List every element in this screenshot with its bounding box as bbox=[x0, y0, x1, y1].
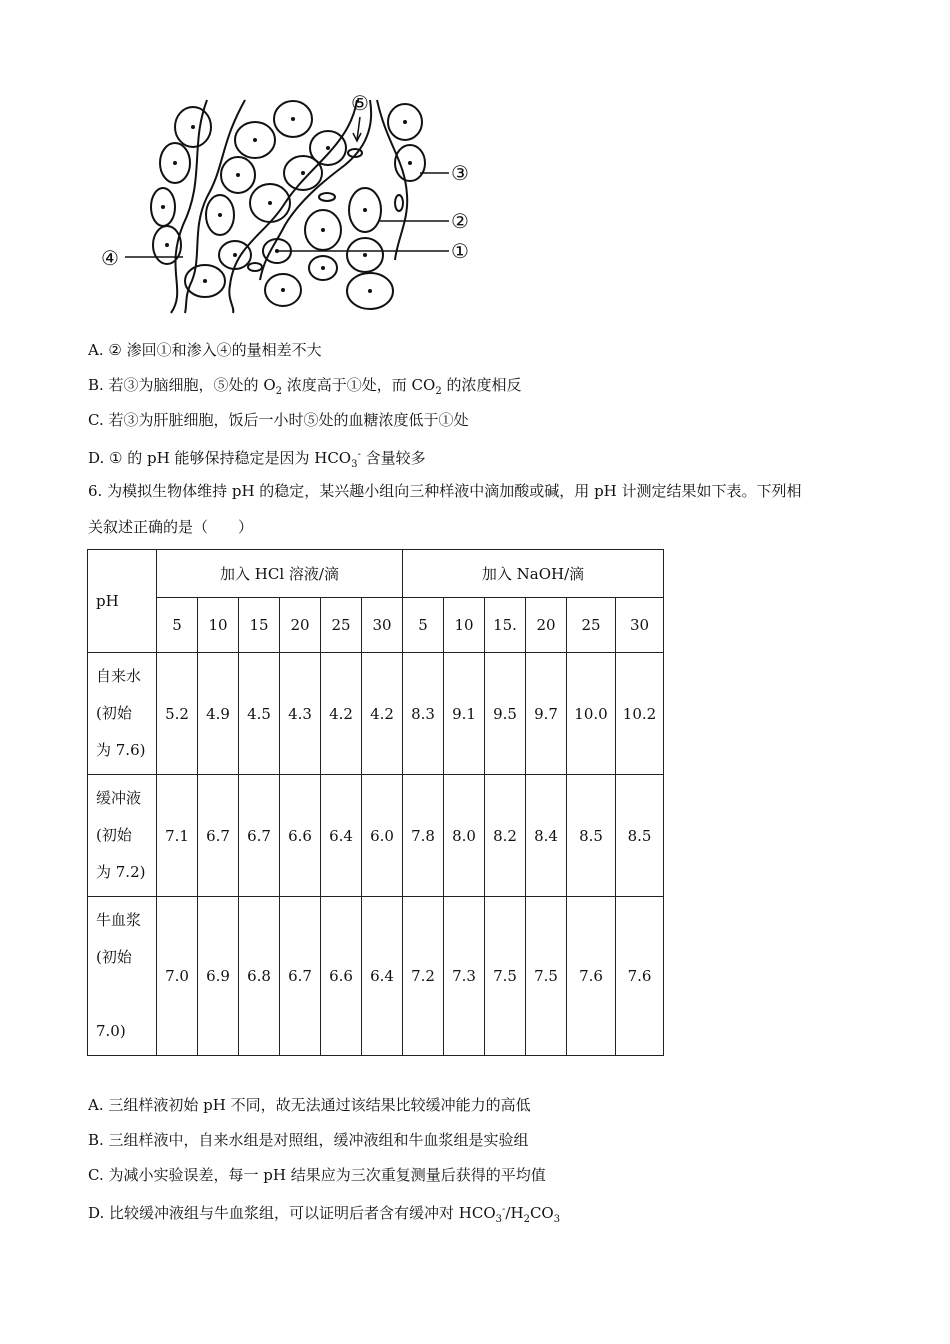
table-cell: 8.5 bbox=[616, 775, 664, 897]
row-label-buffer bbox=[88, 775, 157, 897]
row-label-line: 为 7.6) bbox=[96, 741, 146, 759]
naoh-col: 10 bbox=[444, 598, 485, 653]
q5-option-d-sub: 3 bbox=[351, 459, 358, 470]
row-label-line: 7.0) bbox=[96, 1022, 126, 1040]
table-cell: 6.7 bbox=[280, 897, 321, 1056]
table-cell: 6.0 bbox=[362, 775, 403, 897]
table-cell: 7.5 bbox=[526, 897, 567, 1056]
label-3: ③ bbox=[451, 161, 469, 185]
q5-option-c: C. 若③为肝脏细胞，饭后一小时⑤处的血糖浓度低于①处 bbox=[88, 411, 469, 429]
table-cell: 8.0 bbox=[444, 775, 485, 897]
q6-option-d-sup1: - bbox=[502, 1204, 506, 1215]
q6-option-b: B. 三组样液中，自来水组是对照组，缓冲液组和牛血浆组是实验组 bbox=[88, 1131, 529, 1149]
row-label-line: 自来水 bbox=[96, 667, 142, 685]
row-label-tap-water bbox=[88, 653, 157, 775]
q6-option-d-part3: CO bbox=[529, 1204, 554, 1222]
naoh-col: 25 bbox=[567, 598, 616, 653]
table-row bbox=[88, 653, 664, 775]
naoh-col: 15. bbox=[485, 598, 526, 653]
table-cell: 7.8 bbox=[403, 775, 444, 897]
ph-table bbox=[87, 549, 664, 1056]
table-cell: 7.2 bbox=[403, 897, 444, 1056]
hcl-col: 10 bbox=[198, 598, 239, 653]
header-naoh: 加入 NaOH/滴 bbox=[403, 550, 664, 598]
row-label-line: (初始 bbox=[96, 948, 132, 966]
table-cell: 4.5 bbox=[239, 653, 280, 775]
table-cell: 10.2 bbox=[616, 653, 664, 775]
hcl-col: 25 bbox=[321, 598, 362, 653]
q5-option-a: A. ② 渗回①和渗入④的量相差不大 bbox=[88, 341, 322, 359]
table-cell: 7.3 bbox=[444, 897, 485, 1056]
table-cell: 7.6 bbox=[616, 897, 664, 1056]
q5-option-b-sub2: 2 bbox=[435, 386, 442, 397]
q5-option-d-part2: 含量较多 bbox=[360, 449, 426, 467]
naoh-col: 5 bbox=[403, 598, 444, 653]
q6-stem-line2: 关叙述正确的是（ ） bbox=[88, 518, 254, 536]
hcl-col: 20 bbox=[280, 598, 321, 653]
label-4: ④ bbox=[101, 246, 119, 270]
table-cell: 6.7 bbox=[239, 775, 280, 897]
table-cell: 10.0 bbox=[567, 653, 616, 775]
row-label-line: 牛血浆 bbox=[96, 911, 142, 929]
q5-option-b bbox=[88, 375, 521, 402]
table-cell: 6.6 bbox=[321, 897, 362, 1056]
table-row bbox=[88, 897, 664, 1056]
naoh-col: 20 bbox=[526, 598, 567, 653]
q5-option-b-part1: B. 若③为脑细胞，⑤处的 O bbox=[88, 376, 276, 394]
row-label-line: (初始 bbox=[96, 704, 132, 722]
table-row bbox=[88, 775, 664, 897]
row-label-bovine-plasma bbox=[88, 897, 157, 1056]
q5-option-b-part3: 的浓度相反 bbox=[441, 376, 522, 394]
q6-option-c: C. 为减小实验误差，每一 pH 结果应为三次重复测量后获得的平均值 bbox=[88, 1166, 546, 1184]
table-cell: 9.7 bbox=[526, 653, 567, 775]
table-corner: pH bbox=[88, 550, 157, 653]
q6-option-a: A. 三组样液初始 pH 不同，故无法通过该结果比较缓冲能力的高低 bbox=[88, 1096, 531, 1114]
table-cell: 7.0 bbox=[157, 897, 198, 1056]
tissue-diagram bbox=[95, 85, 495, 315]
table-cell: 5.2 bbox=[157, 653, 198, 775]
table-cell: 6.8 bbox=[239, 897, 280, 1056]
q5-option-d-sup: - bbox=[357, 449, 361, 460]
hcl-col: 5 bbox=[157, 598, 198, 653]
q5-option-b-sub1: 2 bbox=[275, 386, 283, 397]
table-cell: 6.7 bbox=[198, 775, 239, 897]
table-cell: 6.4 bbox=[362, 897, 403, 1056]
q6-option-d-sub3: 3 bbox=[553, 1214, 561, 1225]
q6-option-d-sub2: 2 bbox=[523, 1214, 530, 1225]
row-label-line: 缓冲液 bbox=[96, 789, 142, 807]
label-2: ② bbox=[451, 209, 469, 233]
table-cell: 8.5 bbox=[567, 775, 616, 897]
hcl-col: 15 bbox=[239, 598, 280, 653]
q6-option-d bbox=[88, 1200, 560, 1230]
table-cell: 7.6 bbox=[567, 897, 616, 1056]
table-cell: 6.6 bbox=[280, 775, 321, 897]
table-cell: 6.9 bbox=[198, 897, 239, 1056]
table-cell: 8.2 bbox=[485, 775, 526, 897]
label-1: ① bbox=[451, 239, 469, 263]
naoh-col: 30 bbox=[616, 598, 664, 653]
table-cell: 4.9 bbox=[198, 653, 239, 775]
hcl-col: 30 bbox=[362, 598, 403, 653]
q6-stem-line1: 6. 为模拟生物体维持 pH 的稳定，某兴趣小组向三种样液中滴加酸或碱，用 pH 计测定结果如下表。下列相 bbox=[88, 482, 802, 500]
q5-option-d-part1: D. ① 的 pH 能够保持稳定是因为 HCO bbox=[88, 449, 352, 467]
table-cell: 7.1 bbox=[157, 775, 198, 897]
row-label-line: (初始 bbox=[96, 826, 132, 844]
table-cell: 4.3 bbox=[280, 653, 321, 775]
q6-option-d-part1: D. 比较缓冲液组与牛血浆组，可以证明后者含有缓冲对 HCO bbox=[88, 1204, 496, 1222]
table-cell: 8.3 bbox=[403, 653, 444, 775]
q5-option-d bbox=[88, 445, 426, 475]
q6-option-d-sub1: 3 bbox=[495, 1214, 503, 1225]
table-cell: 7.5 bbox=[485, 897, 526, 1056]
label-5: ⑤ bbox=[351, 91, 369, 115]
table-cell: 4.2 bbox=[362, 653, 403, 775]
table-cell: 9.1 bbox=[444, 653, 485, 775]
q5-option-b-part2: 浓度高于①处，而 CO bbox=[282, 376, 436, 394]
table-cell: 9.5 bbox=[485, 653, 526, 775]
header-hcl: 加入 HCl 溶液/滴 bbox=[157, 550, 403, 598]
row-label-line: 为 7.2) bbox=[96, 863, 146, 881]
table-cell: 6.4 bbox=[321, 775, 362, 897]
q6-option-d-part2: /H bbox=[505, 1204, 524, 1222]
table-cell: 8.4 bbox=[526, 775, 567, 897]
table-cell: 4.2 bbox=[321, 653, 362, 775]
